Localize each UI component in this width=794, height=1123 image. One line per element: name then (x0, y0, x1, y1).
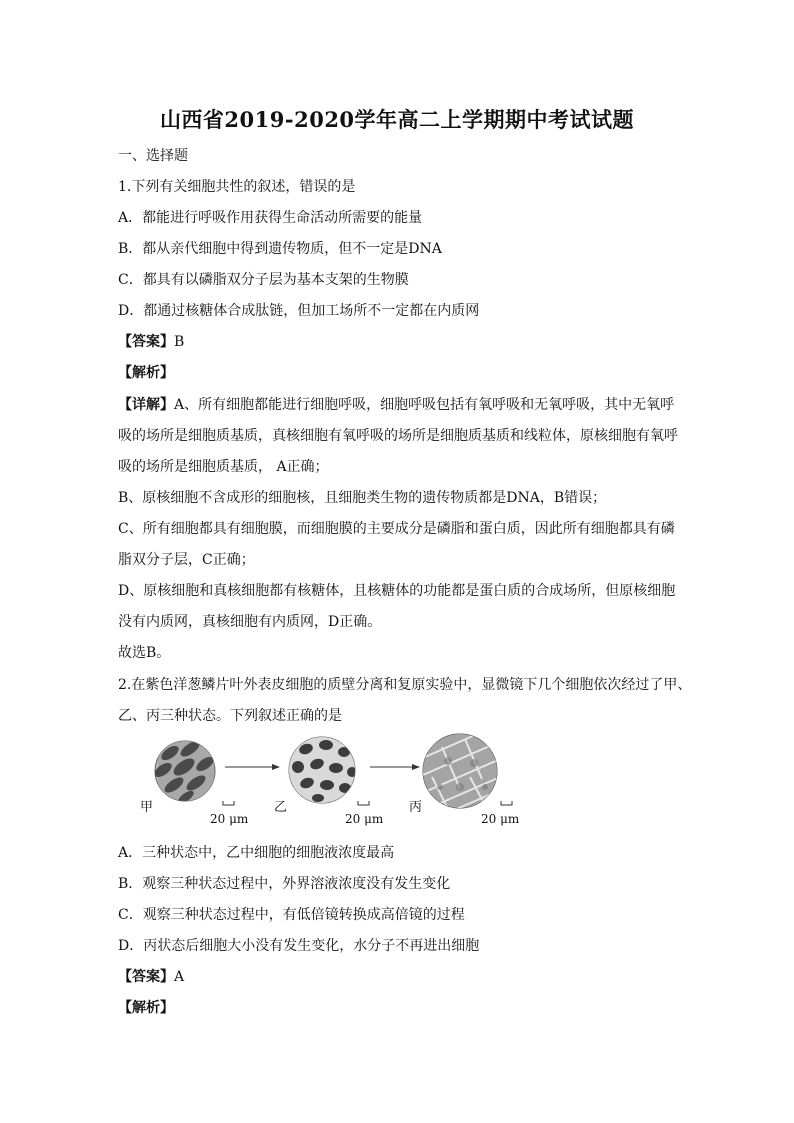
question-2-option-a: A．三种状态中，乙中细胞的细胞液浓度最高 (118, 845, 395, 861)
detail-tag: 【详解】 (118, 397, 174, 413)
question-1-detail-line: C、所有细胞都具有细胞膜，而细胞膜的主要成分是磷脂和蛋白质，因此所有细胞都具有磷 (118, 521, 675, 537)
question-1-detail-line: 吸的场所是细胞质基质，真核细胞有氧呼吸的场所是细胞质基质和线粒体，原核细胞有氧呼 (118, 428, 678, 444)
question-1-stem: 1.下列有关细胞共性的叙述，错误的是 (118, 179, 356, 195)
section-heading: 一、选择题 (118, 148, 188, 164)
question-1-analysis-tag: 【解析】 (118, 365, 174, 381)
answer-value: A (174, 969, 185, 985)
label-jia: 甲 (140, 800, 154, 815)
answer-tag: 【答案】 (118, 334, 174, 350)
question-2-option-b: B．观察三种状态过程中，外界溶液浓度没有发生变化 (118, 876, 451, 892)
detail-text: A、所有细胞都能进行细胞呼吸，细胞呼吸包括有氧呼吸和无氧呼吸，其中无氧呼 (174, 397, 675, 413)
answer-value: B (174, 334, 185, 350)
question-2-option-d: D．丙状态后细胞大小没有发生变化，水分子不再进出细胞 (118, 938, 480, 954)
label-yi: 乙 (274, 800, 288, 815)
question-1-detail-line (118, 396, 674, 414)
question-1-answer (118, 333, 184, 351)
state-yi-micrograph (288, 737, 358, 805)
question-1-conclusion: 故选B。 (118, 645, 171, 661)
question-1-detail-line: 没有内质网，真核细胞有内质网，D正确。 (118, 614, 382, 630)
scale-label: 20 μm (481, 812, 520, 826)
arrow-icon (225, 764, 280, 770)
question-1-detail-line: B、原核细胞不含成形的细胞核，且细胞类生物的遗传物质都是DNA，B错误； (118, 490, 607, 506)
arrow-icon (370, 764, 420, 770)
state-bing-micrograph (422, 733, 500, 811)
question-1-detail-line: 脂双分子层，C正确； (118, 552, 255, 568)
answer-tag: 【答案】 (118, 969, 174, 985)
question-2-stem: 乙、丙三种状态。下列叙述正确的是 (118, 708, 342, 724)
question-1-option-c: C．都具有以磷脂双分子层为基本支架的生物膜 (118, 272, 409, 288)
scale-label: 20 μm (210, 812, 249, 826)
microscope-figure (130, 727, 550, 833)
question-2-answer (118, 968, 184, 986)
page-title: 山西省2019-2020学年高二上学期期中考试试题 (159, 107, 635, 132)
label-bing: 丙 (409, 800, 423, 815)
question-1-option-b: B．都从亲代细胞中得到遗传物质，但不一定是DNA (118, 241, 442, 257)
question-2-stem: 2.在紫色洋葱鳞片叶外表皮细胞的质壁分离和复原实验中，显微镜下几个细胞依次经过了甲、 (118, 677, 692, 693)
question-2-option-c: C．观察三种状态过程中，有低倍镜转换成高倍镜的过程 (118, 907, 465, 923)
question-1-option-d: D．都通过核糖体合成肽链，但加工场所不一定都在内质网 (118, 303, 480, 319)
question-1-option-a: A．都能进行呼吸作用获得生命活动所需要的能量 (118, 210, 423, 226)
scale-label: 20 μm (345, 812, 384, 826)
question-2-analysis-tag: 【解析】 (118, 1000, 174, 1016)
question-1-detail-line: 吸的场所是细胞质基质， A正确； (118, 459, 329, 475)
question-1-detail-line: D、原核细胞和真核细胞都有核糖体，且核糖体的功能都是蛋白质的合成场所，但原核细胞 (118, 583, 676, 599)
state-jia-micrograph (152, 739, 216, 806)
